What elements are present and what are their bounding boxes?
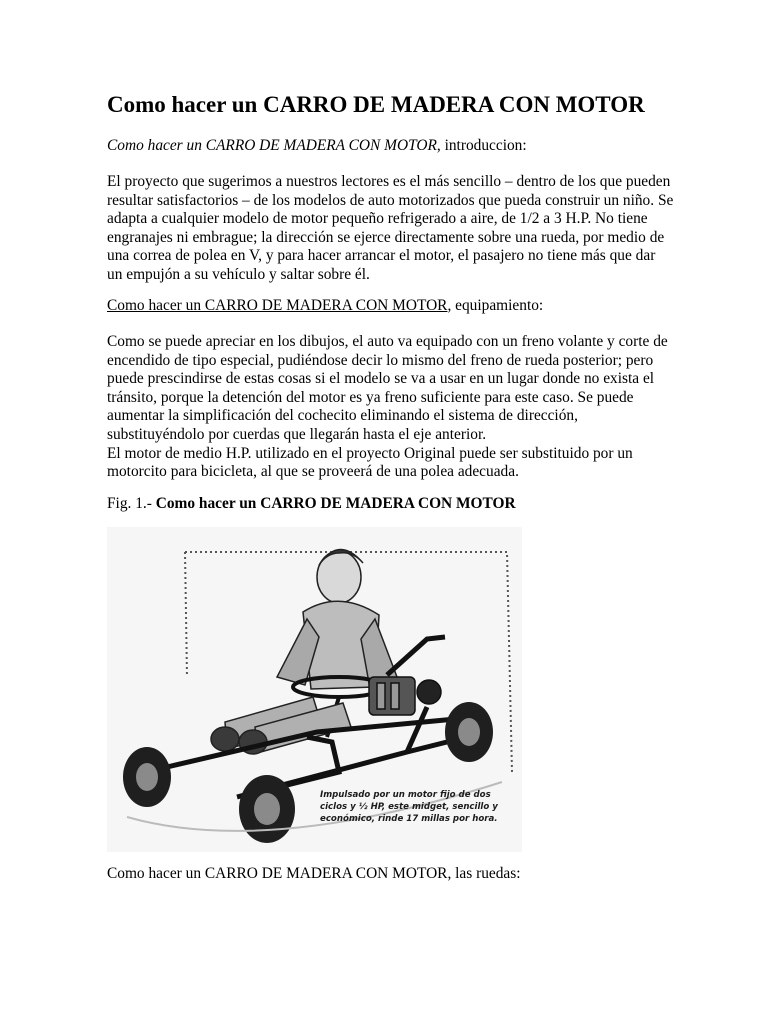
- paragraph-line: un empujón a su vehículo y saltar sobre él.: [107, 265, 370, 283]
- paragraph-line: resultar satisfactorios – de los modelos de auto motorizados que pueda construir un niño. Se: [107, 191, 674, 209]
- figure-caption-line: Impulsado por un motor fijo de dos: [320, 790, 491, 800]
- intro-heading-italic: Como hacer un CARRO DE MADERA CON MOTOR: [107, 137, 437, 154]
- page-title: Como hacer un CARRO DE MADERA CON MOTOR: [107, 92, 645, 117]
- paragraph-line: El motor de medio H.P. utilizado en el proyecto Original puede ser substituido por un: [107, 444, 633, 462]
- paragraph-line: puede prescindirse de estas cosas si el modelo se va a usar en un lugar donde no exista el: [107, 370, 655, 388]
- figure-label-prefix: Fig. 1.-: [107, 495, 156, 512]
- paragraph-line: una correa de polea en V, y para hacer arrancar el motor, el pasajero no tiene más que dar: [107, 247, 656, 265]
- figure-inner-caption: [320, 789, 520, 825]
- paragraph-line: adapta a cualquier modelo de motor pequeño refrigerado a aire, de 1/2 a 3 H.P. No tiene: [107, 210, 648, 228]
- paragraph-line: engranajes ni embrague; la dirección se ejerce directamente sobre una rueda, por medio de: [107, 228, 665, 246]
- intro-heading-rest: , introduccion:: [436, 137, 527, 154]
- intro-paragraph: [107, 173, 674, 285]
- equipment-heading-rest: , equipamiento:: [447, 297, 544, 314]
- equipment-paragraph: [107, 333, 667, 482]
- paragraph-line: encendido de tipo especial, pudiéndose decir lo mismo del freno de rueda posterior; pero: [107, 351, 654, 369]
- equipment-heading: [107, 297, 543, 316]
- go-kart-illustration: [107, 527, 522, 852]
- figure-caption-line: ciclos y ½ HP, este midget, sencillo y: [320, 802, 498, 812]
- figure-label: [107, 495, 516, 514]
- paragraph-line: El proyecto que sugerimos a nuestros lectores es el más sencillo – dentro de los que pueden: [107, 173, 671, 190]
- paragraph-line: Como se puede apreciar en los dibujos, el auto va equipado con un freno volante y corte de: [107, 333, 668, 350]
- equipment-heading-underlined: Como hacer un CARRO DE MADERA CON MOTOR: [107, 297, 448, 314]
- paragraph-line: motorcito para bicicleta, al que se proveerá de una polea adecuada.: [107, 463, 519, 481]
- intro-heading: [107, 137, 527, 156]
- figure-label-bold: Como hacer un CARRO DE MADERA CON MOTOR: [155, 495, 516, 512]
- wheels-heading: Como hacer un CARRO DE MADERA CON MOTOR, las ruedas:: [107, 865, 521, 882]
- paragraph-line: substituyéndolo por cuerdas que llegarán hasta el eje anterior.: [107, 425, 487, 443]
- figure-caption-line: económico, rinde 17 millas por hora.: [320, 814, 498, 824]
- paragraph-line: tránsito, porque la detención del motor es ya freno suficiente para este caso. Se puede: [107, 388, 634, 406]
- paragraph-line: aumentar la simplificación del cochecito eliminando el sistema de dirección,: [107, 407, 578, 425]
